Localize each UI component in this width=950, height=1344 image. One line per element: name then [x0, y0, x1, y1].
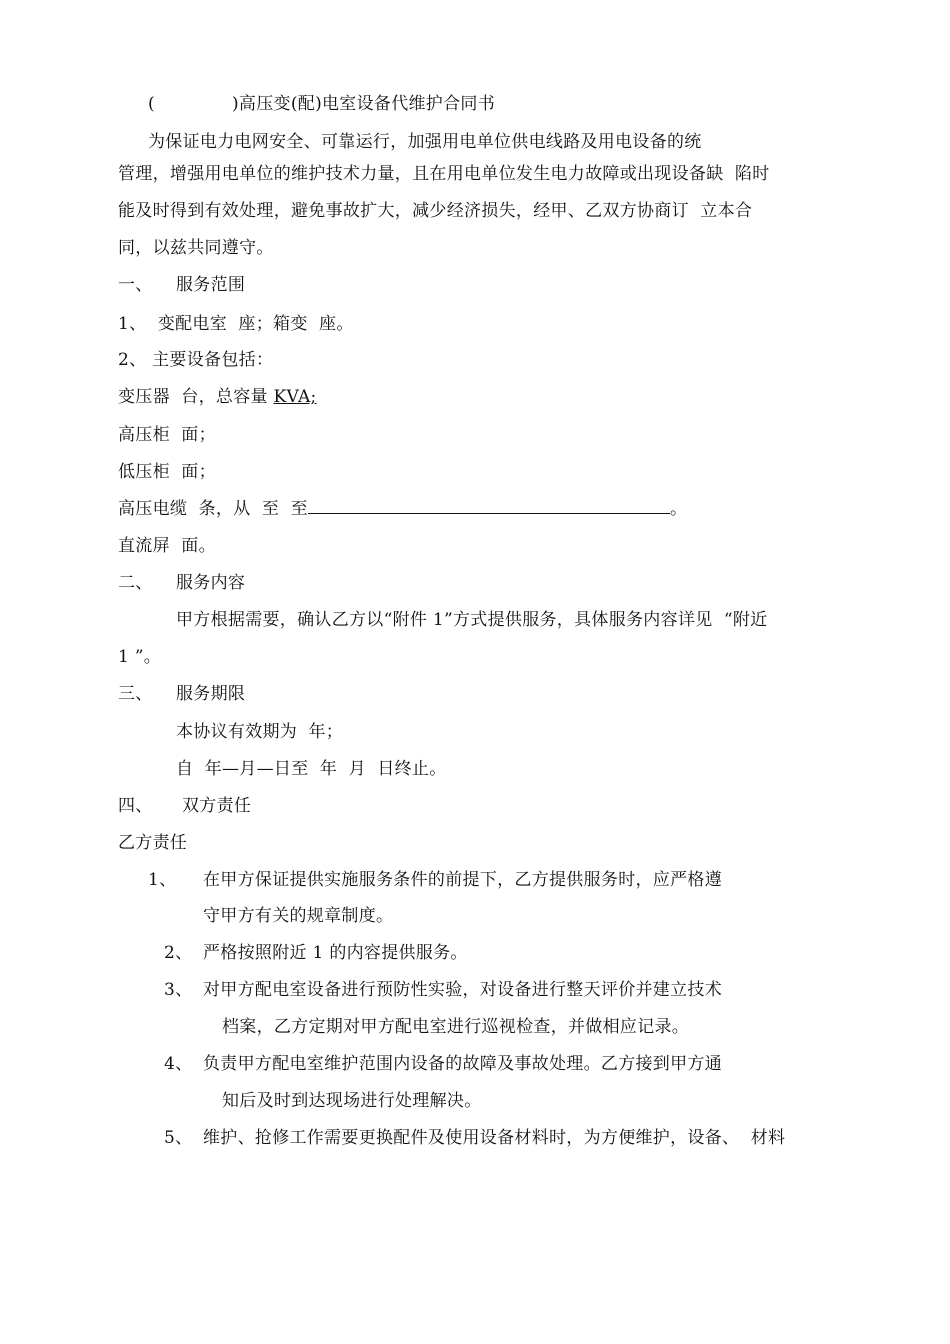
resp-item-5-line-1: 维护、抢修工作需要更换配件及使用设备材料时，为方便维护，设备、 材料: [203, 1128, 786, 1148]
lv-cabinet-line: 低压柜 面；: [118, 462, 216, 482]
resp-item-4-line-2: 知后及时到达现场进行处理解决。: [222, 1091, 482, 1111]
hv-cable-end: 。: [669, 499, 688, 519]
section-1-item-2: 2、 主要设备包括：: [118, 350, 274, 370]
resp-item-3-number: 3、: [164, 980, 193, 1000]
intro-line-2: 管理，增强用电单位的维护技术力量，且在用电单位发生电力故障或出现设备缺 陷时: [118, 164, 770, 184]
intro-line-1: 为保证电力电网安全、可靠运行，加强用电单位供电线路及用电设备的统: [148, 132, 702, 152]
section-2-heading: 服务内容: [176, 573, 246, 593]
document-title: )高压变(配)电室设备代维护合同书: [232, 94, 495, 114]
section-3-line-1: 本协议有效期为 年；: [176, 722, 344, 742]
resp-item-3-line-1: 对甲方配电室设备进行预防性实验，对设备进行整天评价并建立技术: [203, 980, 722, 1000]
resp-item-4-number: 4、: [164, 1054, 193, 1074]
section-1-heading: 服务范围: [176, 275, 246, 295]
transformer-line: [118, 385, 317, 409]
section-4-number: 四、: [118, 796, 153, 816]
transformer-unit: KVA;: [273, 387, 317, 407]
section-3-number: 三、: [118, 684, 153, 704]
transformer-text: 变压器 台，总容量: [118, 387, 274, 407]
section-2-number: 二、: [118, 573, 153, 593]
intro-line-4: 同，以兹共同遵守。: [118, 238, 274, 258]
resp-item-2-number: 2、: [164, 943, 193, 963]
fill-in-blank: [308, 498, 670, 514]
resp-item-1-line-1: 在甲方保证提供实施服务条件的前提下，乙方提供服务时，应严格遵: [203, 870, 722, 890]
section-3-heading: 服务期限: [176, 684, 246, 704]
intro-line-3: 能及时得到有效处理，避免事故扩大，减少经济损失，经甲、乙双方协商订 立本合: [118, 201, 753, 221]
resp-item-1-number: 1、: [148, 870, 177, 890]
party-b-responsibility-heading: 乙方责任: [118, 833, 188, 853]
resp-item-1-line-2: 守甲方有关的规章制度。: [203, 906, 394, 926]
resp-item-5-number: 5、: [164, 1128, 193, 1148]
section-3-line-2: 自 年—月—日至 年 月 日终止。: [176, 759, 447, 779]
hv-cabinet-line: 高压柜 面；: [118, 425, 216, 445]
hv-cable-line: [118, 497, 687, 521]
resp-item-2-line-1: 严格按照附近 1 的内容提供服务。: [203, 943, 468, 963]
section-2-text-2: 1 ”。: [118, 647, 162, 667]
resp-item-4-line-1: 负责甲方配电室维护范围内设备的故障及事故处理。乙方接到甲方通: [203, 1054, 722, 1074]
title-paren: (: [148, 94, 155, 114]
hv-cable-text: 高压电缆 条，从 至 至: [118, 499, 308, 519]
section-1-item-1: 1、 变配电室 座；箱变 座。: [118, 314, 354, 334]
section-4-heading: 双方责任: [182, 796, 252, 816]
section-2-text-1: 甲方根据需要，确认乙方以“附件 1”方式提供服务，具体服务内容详见 “附近: [176, 610, 768, 630]
section-1-number: 一、: [118, 275, 153, 295]
dc-panel-line: 直流屏 面。: [118, 536, 216, 556]
resp-item-3-line-2: 档案，乙方定期对甲方配电室进行巡视检查，并做相应记录。: [222, 1017, 690, 1037]
